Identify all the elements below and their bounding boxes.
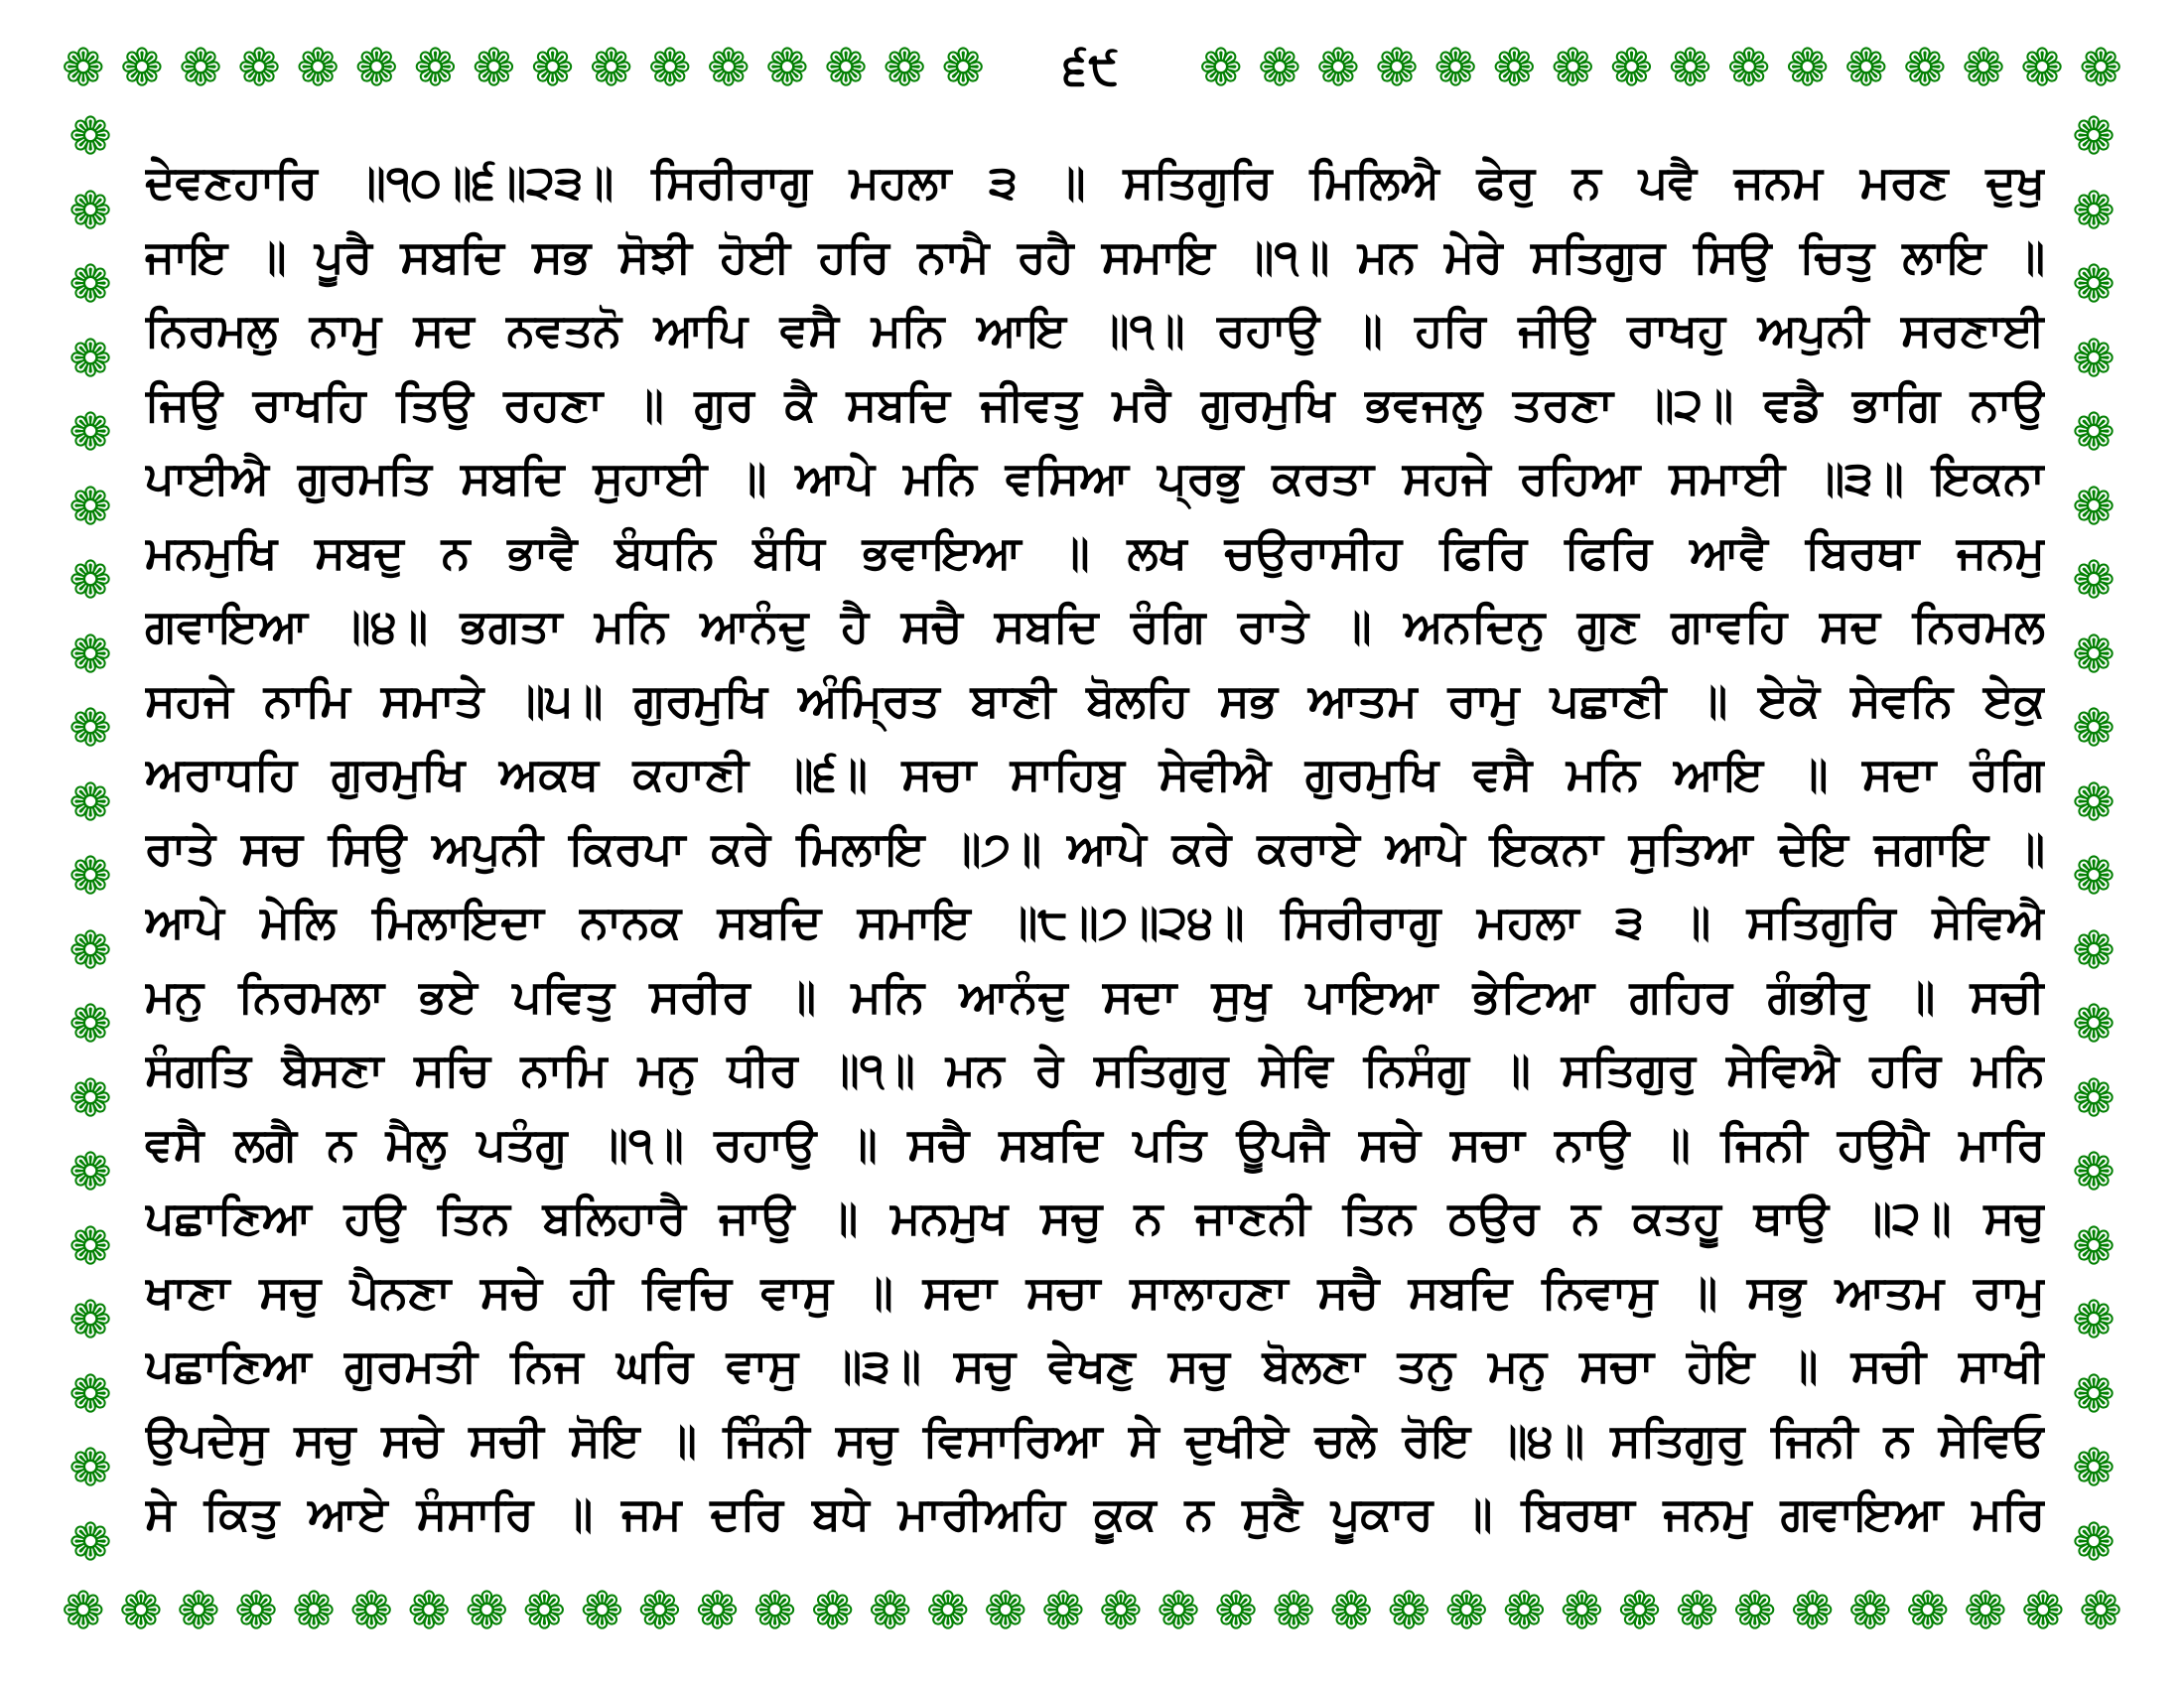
flower-ornament-icon: ❁	[752, 1582, 797, 1641]
flower-ornament-icon: ❁	[2072, 1439, 2116, 1499]
text-line: ਜਾਇ ॥ ਪੂਰੈ ਸਬਦਿ ਸਭ ਸੋਝੀ ਹੋਈ ਹਰਿ ਨਾਮੈ ਰਹੈ ਸਮਾਇ ॥੧॥ ਮਨ ਮੇਰੇ ਸਤਿਗੁਰ ਸਿਉ ਚਿਤੁ ਲਾਇ ॥	[145, 228, 2045, 283]
text-line: ਵਸੈ ਲਗੈ ਨ ਮੈਲੁ ਪਤੰਗੁ ॥੧॥ ਰਹਾਉ ॥ ਸਚੈ ਸਬਦਿ ਪਤਿ ਊਪਜੈ ਸਚੇ ਸਚਾ ਨਾਉ ॥ ਜਿਨੀ ਹਉਮੈ ਮਾਰਿ	[145, 1116, 2045, 1171]
flower-ornament-icon: ❁	[2072, 1068, 2116, 1129]
flower-ornament-icon: ❁	[1962, 39, 2005, 98]
flower-ornament-icon: ❁	[883, 39, 926, 98]
flower-ornament-icon: ❁	[68, 1216, 112, 1277]
scripture-text	[145, 145, 2045, 1551]
text-line: ਰਾਤੇ ਸਚ ਸਿਉ ਅਪੁਨੀ ਕਿਰਪਾ ਕਰੇ ਮਿਲਾਇ ॥੭॥ ਆਪੇ ਕਰੇ ਕਰਾਏ ਆਪੇ ਇਕਨਾ ਸੁਤਿਆ ਦੇਇ ਜਗਾਇ ॥	[145, 820, 2045, 875]
flower-ornament-icon: ❁	[1675, 1582, 1719, 1641]
flower-ornament-icon: ❁	[119, 1582, 163, 1641]
flower-ornament-icon: ❁	[1609, 39, 1654, 98]
border-top-left-run	[62, 39, 985, 98]
flower-ornament-icon: ❁	[68, 107, 112, 167]
text-line: ਨਿਰਮਲੁ ਨਾਮੁ ਸਦ ਨਵਤਨੋ ਆਪਿ ਵਸੈ ਮਨਿ ਆਇ ॥੧॥ ਰਹਾਉ ॥ ਹਰਿ ਜੀਉ ਰਾਖਹੁ ਅਪੁਨੀ ਸਰਣਾਈ	[145, 303, 2045, 356]
flower-ornament-icon: ❁	[2072, 107, 2116, 167]
border-top	[62, 34, 2122, 103]
flower-ornament-icon: ❁	[1732, 1582, 1777, 1641]
border-bottom-run	[62, 1582, 2122, 1641]
flower-ornament-icon: ❁	[2072, 1291, 2116, 1351]
flower-ornament-icon: ❁	[2072, 255, 2116, 316]
flower-ornament-icon: ❁	[1387, 1582, 1432, 1641]
text-line: ਪਾਈਐ ਗੁਰਮਤਿ ਸਬਦਿ ਸੁਹਾਈ ॥ ਆਪੇ ਮਨਿ ਵਸਿਆ ਪ੍ਰਭੁ ਕਰਤਾ ਸਹਜੇ ਰਹਿਆ ਸਮਾਈ ॥੩॥ ਇਕਨਾ	[145, 451, 2045, 504]
flower-ornament-icon: ❁	[2079, 1582, 2122, 1641]
flower-ornament-icon: ❁	[2072, 403, 2116, 464]
flower-ornament-icon: ❁	[2072, 847, 2116, 908]
flower-ornament-icon: ❁	[530, 39, 575, 98]
flower-ornament-icon: ❁	[68, 477, 112, 537]
flower-ornament-icon: ❁	[1375, 39, 1419, 98]
flower-ornament-icon: ❁	[1041, 1582, 1085, 1641]
flower-ornament-icon: ❁	[2072, 995, 2116, 1055]
flower-ornament-icon: ❁	[2079, 39, 2122, 98]
text-line: ਸੇ ਕਿਤੁ ਆਏ ਸੰਸਾਰਿ ॥ ਜਮ ਦਰਿ ਬਧੇ ਮਾਰੀਅਹਿ ਕੂਕ ਨ ਸੁਣੈ ਪੂਕਾਰ ॥ ਬਿਰਥਾ ਜਨਮੁ ਗਵਾਇਆ ਮਰਿ	[145, 1486, 2045, 1540]
flower-ornament-icon: ❁	[1790, 1582, 1835, 1641]
flower-ornament-icon: ❁	[68, 329, 112, 389]
flower-ornament-icon: ❁	[2021, 1582, 2065, 1641]
text-line: ਦੇਵਣਹਾਰਿ ॥੧੦॥੬॥੨੩॥ ਸਿਰੀਰਾਗੁ ਮਹਲਾ ੩ ॥ ਸਤਿਗੁਰਿ ਮਿਲਿਐ ਫੇਰੁ ਨ ਪਵੈ ਜਨਮ ਮਰਣ ਦੁਖੁ	[145, 155, 2045, 209]
text-line: ਗਵਾਇਆ ॥੪॥ ਭਗਤਾ ਮਨਿ ਆਨੰਦੁ ਹੈ ਸਚੈ ਸਬਦਿ ਰੰਗਿ ਰਾਤੇ ॥ ਅਨਦਿਨੁ ਗੁਣ ਗਾਵਹਿ ਸਦ ਨਿਰਮਲ	[145, 599, 2045, 652]
border-right	[2061, 107, 2126, 1573]
flower-ornament-icon: ❁	[580, 1582, 624, 1641]
flower-ornament-icon: ❁	[925, 1582, 970, 1641]
flower-ornament-icon: ❁	[1551, 39, 1595, 98]
flower-ornament-icon: ❁	[1099, 1582, 1143, 1641]
flower-ornament-icon: ❁	[2072, 551, 2116, 612]
flower-ornament-icon: ❁	[2072, 1143, 2116, 1203]
flower-ornament-icon: ❁	[68, 920, 112, 981]
flower-ornament-icon: ❁	[1903, 39, 1947, 98]
flower-ornament-icon: ❁	[465, 1582, 509, 1641]
text-line: ਮਨੁ ਨਿਰਮਲਾ ਭਏ ਪਵਿਤੁ ਸਰੀਰ ॥ ਮਨਿ ਆਨੰਦੁ ਸਦਾ ਸੁਖੁ ਪਾਇਆ ਭੇਟਿਆ ਗਹਿਰ ਗੰਭੀਰੁ ॥ ਸਚੀ	[145, 968, 2045, 1023]
text-line: ਮਨਮੁਖਿ ਸਬਦੁ ਨ ਭਾਵੈ ਬੰਧਨਿ ਬੰਧਿ ਭਵਾਇਆ ॥ ਲਖ ਚਉਰਾਸੀਹ ਫਿਰਿ ਫਿਰਿ ਆਵੈ ਬਿਰਥਾ ਜਨਮੁ	[145, 524, 2045, 579]
flower-ornament-icon: ❁	[237, 39, 281, 98]
flower-ornament-icon: ❁	[2072, 329, 2116, 389]
text-line: ਅਰਾਧਹਿ ਗੁਰਮੁਖਿ ਅਕਥ ਕਹਾਣੀ ॥੬॥ ਸਚਾ ਸਾਹਿਬੁ ਸੇਵੀਐ ਗੁਰਮੁਖਿ ਵਸੈ ਮਨਿ ਆਇ ॥ ਸਦਾ ਰੰਗਿ	[145, 747, 2045, 800]
flower-ornament-icon: ❁	[2072, 920, 2116, 981]
flower-ornament-icon: ❁	[2072, 1364, 2116, 1425]
flower-ornament-icon: ❁	[68, 1439, 112, 1499]
flower-ornament-icon: ❁	[1492, 39, 1537, 98]
flower-ornament-icon: ❁	[1214, 1582, 1258, 1641]
flower-ornament-icon: ❁	[120, 39, 164, 98]
flower-ornament-icon: ❁	[68, 1364, 112, 1425]
flower-ornament-icon: ❁	[2072, 625, 2116, 685]
flower-ornament-icon: ❁	[2020, 39, 2064, 98]
flower-ornament-icon: ❁	[2072, 1512, 2116, 1573]
flower-ornament-icon: ❁	[1272, 1582, 1315, 1641]
flower-ornament-icon: ❁	[68, 1512, 112, 1573]
text-line: ਉਪਦੇਸੁ ਸਚੁ ਸਚੇ ਸਚੀ ਸੋਇ ॥ ਜਿੰਨੀ ਸਚੁ ਵਿਸਾਰਿਆ ਸੇ ਦੁਖੀਏ ਚਲੇ ਰੋਇ ॥੪॥ ਸਤਿਗੁਰੁ ਜਿਨੀ ਨ ਸੇਵਿਓ	[145, 1412, 2045, 1467]
flower-ornament-icon: ❁	[647, 39, 692, 98]
flower-ornament-icon: ❁	[695, 1582, 740, 1641]
flower-ornament-icon: ❁	[941, 39, 985, 98]
flower-ornament-icon: ❁	[2072, 773, 2116, 833]
flower-ornament-icon: ❁	[1785, 39, 1830, 98]
flower-ornament-icon: ❁	[1844, 39, 1888, 98]
flower-ornament-icon: ❁	[179, 39, 222, 98]
flower-ornament-icon: ❁	[2072, 181, 2116, 241]
flower-ornament-icon: ❁	[68, 181, 112, 241]
flower-ornament-icon: ❁	[1329, 1582, 1373, 1641]
flower-ornament-icon: ❁	[68, 847, 112, 908]
flower-ornament-icon: ❁	[707, 39, 751, 98]
flower-ornament-icon: ❁	[177, 1582, 220, 1641]
flower-ornament-icon: ❁	[1316, 39, 1360, 98]
flower-ornament-icon: ❁	[589, 39, 633, 98]
flower-ornament-icon: ❁	[68, 255, 112, 316]
flower-ornament-icon: ❁	[765, 39, 809, 98]
text-line: ਸੰਗਤਿ ਬੈਸਣਾ ਸਚਿ ਨਾਮਿ ਮਨੁ ਧੀਰ ॥੧॥ ਮਨ ਰੇ ਸਤਿਗੁਰੁ ਸੇਵਿ ਨਿਸੰਗੁ ॥ ਸਤਿਗੁਰੁ ਸੇਵਿਐ ਹਰਿ ਮਨਿ	[145, 1043, 2045, 1096]
flower-ornament-icon: ❁	[68, 995, 112, 1055]
flower-ornament-icon: ❁	[868, 1582, 912, 1641]
flower-ornament-icon: ❁	[68, 773, 112, 833]
text-line: ਖਾਣਾ ਸਚੁ ਪੈਨਣਾ ਸਚੇ ਹੀ ਵਿਚਿ ਵਾਸੁ ॥ ਸਦਾ ਸਚਾ ਸਾਲਾਹਣਾ ਸਚੈ ਸਬਦਿ ਨਿਵਾਸੁ ॥ ਸਭੁ ਆਤਮ ਰਾਮੁ	[145, 1264, 2045, 1319]
flower-ornament-icon: ❁	[234, 1582, 278, 1641]
flower-ornament-icon: ❁	[1502, 1582, 1547, 1641]
flower-ornament-icon: ❁	[1198, 39, 1243, 98]
flower-ornament-icon: ❁	[1157, 1582, 1200, 1641]
flower-ornament-icon: ❁	[354, 39, 399, 98]
flower-ornament-icon: ❁	[1560, 1582, 1604, 1641]
flower-ornament-icon: ❁	[1444, 1582, 1489, 1641]
flower-ornament-icon: ❁	[824, 39, 868, 98]
flower-ornament-icon: ❁	[637, 1582, 682, 1641]
flower-ornament-icon: ❁	[472, 39, 516, 98]
flower-ornament-icon: ❁	[296, 39, 340, 98]
text-line: ਪਛਾਣਿਆ ਗੁਰਮਤੀ ਨਿਜ ਘਰਿ ਵਾਸੁ ॥੩॥ ਸਚੁ ਵੇਖਣੁ ਸਚੁ ਬੋਲਣਾ ਤਨੁ ਮਨੁ ਸਚਾ ਹੋਇ ॥ ਸਚੀ ਸਾਖੀ	[145, 1338, 2045, 1392]
flower-ornament-icon: ❁	[810, 1582, 855, 1641]
flower-ornament-icon: ❁	[62, 39, 105, 98]
flower-ornament-icon: ❁	[68, 551, 112, 612]
flower-ornament-icon: ❁	[1964, 1582, 2007, 1641]
flower-ornament-icon: ❁	[2072, 699, 2116, 760]
flower-ornament-icon: ❁	[407, 1582, 451, 1641]
text-line: ਜਿਉ ਰਾਖਹਿ ਤਿਉ ਰਹਣਾ ॥ ਗੁਰ ਕੈ ਸਬਦਿ ਜੀਵਤੁ ਮਰੈ ਗੁਰਮੁਖਿ ਭਵਜਲੁ ਤਰਣਾ ॥੨॥ ਵਡੈ ਭਾਗਿ ਨਾਉ	[145, 376, 2045, 431]
flower-ornament-icon: ❁	[1906, 1582, 1950, 1641]
flower-ornament-icon: ❁	[68, 625, 112, 685]
flower-ornament-icon: ❁	[68, 1143, 112, 1203]
flower-ornament-icon: ❁	[1847, 1582, 1892, 1641]
flower-ornament-icon: ❁	[984, 1582, 1027, 1641]
flower-ornament-icon: ❁	[68, 403, 112, 464]
text-line: ਸਹਜੇ ਨਾਮਿ ਸਮਾਤੇ ॥੫॥ ਗੁਰਮੁਖਿ ਅੰਮ੍ਰਿਤ ਬਾਣੀ ਬੋਲਹਿ ਸਭ ਆਤਮ ਰਾਮੁ ਪਛਾਣੀ ॥ ਏਕੋ ਸੇਵਨਿ ਏਕੁ	[145, 672, 2045, 727]
flower-ornament-icon: ❁	[413, 39, 458, 98]
flower-ornament-icon: ❁	[68, 1291, 112, 1351]
page-number: ੬੯	[1063, 41, 1121, 94]
flower-ornament-icon: ❁	[1726, 39, 1771, 98]
flower-ornament-icon: ❁	[68, 699, 112, 760]
flower-ornament-icon: ❁	[1617, 1582, 1662, 1641]
text-line: ਆਪੇ ਮੇਲਿ ਮਿਲਾਇਦਾ ਨਾਨਕ ਸਬਦਿ ਸਮਾਇ ॥੮॥੭॥੨੪॥ ਸਿਰੀਰਾਗੁ ਮਹਲਾ ੩ ॥ ਸਤਿਗੁਰਿ ਸੇਵਿਐ	[145, 895, 2045, 948]
flower-ornament-icon: ❁	[1258, 39, 1301, 98]
border-top-right-run	[1198, 39, 2122, 98]
border-left	[58, 107, 123, 1573]
flower-ornament-icon: ❁	[2072, 1216, 2116, 1277]
flower-ornament-icon: ❁	[1433, 39, 1477, 98]
flower-ornament-icon: ❁	[292, 1582, 336, 1641]
flower-ornament-icon: ❁	[62, 1582, 105, 1641]
border-bottom	[62, 1577, 2122, 1646]
flower-ornament-icon: ❁	[2072, 477, 2116, 537]
text-line: ਪਛਾਣਿਆ ਹਉ ਤਿਨ ਬਲਿਹਾਰੈ ਜਾਉ ॥ ਮਨਮੁਖ ਸਚੁ ਨ ਜਾਣਨੀ ਤਿਨ ਠਉਰ ਨ ਕਤਹੂ ਥਾਉ ॥੨॥ ਸਚੁ	[145, 1191, 2045, 1244]
flower-ornament-icon: ❁	[522, 1582, 567, 1641]
flower-ornament-icon: ❁	[349, 1582, 393, 1641]
flower-ornament-icon: ❁	[1668, 39, 1712, 98]
flower-ornament-icon: ❁	[68, 1068, 112, 1129]
